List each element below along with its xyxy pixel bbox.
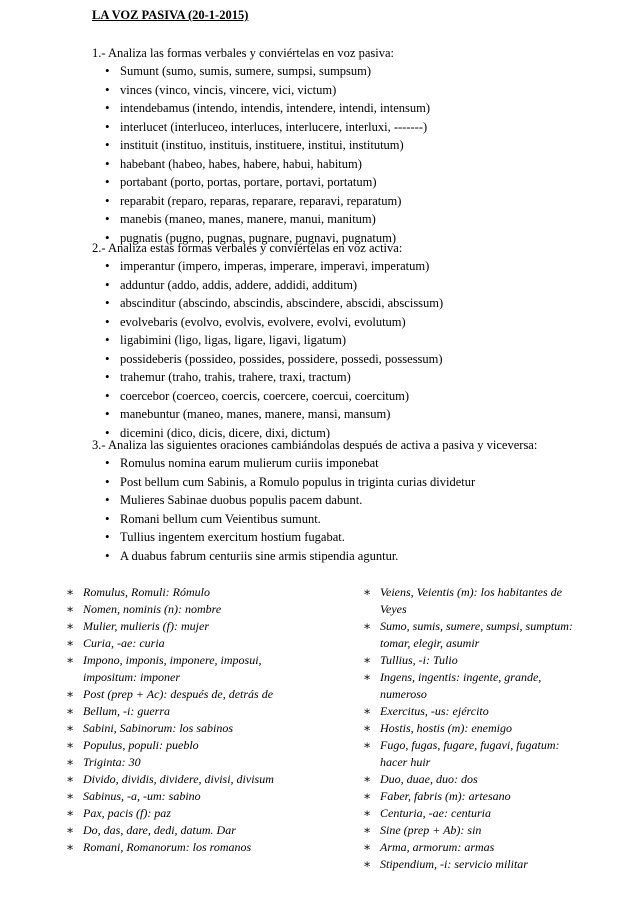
list-item: • Sumunt (sumo, sumis, sumere, sumpsi, sumpsum)	[92, 62, 430, 81]
vocab-entry: ∗ Tullius, -i: Tulio	[363, 652, 603, 669]
vocab-entry: ∗ Fugo, fugas, fugare, fugavi, fugatum:	[363, 737, 603, 754]
list-item: • Romulus nomina earum mulierum curiis imponebat	[92, 454, 537, 473]
vocab-entry: ∗ Exercitus, -us: ejército	[363, 703, 603, 720]
vocab-entry: ∗ Populus, populi: pueblo	[66, 737, 336, 754]
exercise-3-list	[92, 454, 537, 565]
vocab-entry: ∗ Sabini, Sabinorum: los sabinos	[66, 720, 336, 737]
vocab-entry: ∗ Ingens, ingentis: ingente, grande,	[363, 669, 603, 686]
vocab-entry: ∗ Arma, armorum: armas	[363, 839, 603, 856]
list-item: • habebant (habeo, habes, habere, habui, habitum)	[92, 155, 430, 174]
vocab-entry-continuation: impositum: imponer	[83, 670, 180, 684]
list-item: • ligabimini (ligo, ligas, ligare, ligavi, ligatum)	[92, 331, 443, 350]
vocab-entry: ∗ Curia, -ae: curia	[66, 635, 336, 652]
list-item: • Mulieres Sabinae duobus populis pacem dabunt.	[92, 491, 537, 510]
vocab-entry: ∗ Sumo, sumis, sumere, sumpsi, sumptum:	[363, 618, 603, 635]
exercise-1-list	[92, 62, 430, 247]
vocab-entry: ∗ Divido, dividis, dividere, divisi, divisum	[66, 771, 336, 788]
vocab-entry: ∗ Do, das, dare, dedi, datum. Dar	[66, 822, 336, 839]
list-item: • manebuntur (maneo, manes, manere, mansi, mansum)	[92, 405, 443, 424]
list-item: • intendebamus (intendo, intendis, intendere, intendi, intensum)	[92, 99, 430, 118]
vocab-entry: ∗ Nomen, nominis (n): nombre	[66, 601, 336, 618]
page-title: LA VOZ PASIVA (20-1-2015)	[92, 8, 249, 22]
vocab-entry: ∗ Bellum, -i: guerra	[66, 703, 336, 720]
vocab-entry: ∗ Romulus, Romuli: Rómulo	[66, 584, 336, 601]
list-item: • coercebor (coerceo, coercis, coercere, coercui, coercitum)	[92, 387, 443, 406]
exercise-1-heading: 1.- Analiza las formas verbales y conviértelas en voz pasiva:	[92, 46, 394, 60]
list-item: • manebis (maneo, manes, manere, manui, manitum)	[92, 210, 430, 229]
vocab-entry: ∗ Pax, pacis (f): paz	[66, 805, 336, 822]
vocab-entry: ∗ Duo, duae, duo: dos	[363, 771, 603, 788]
exercise-1	[92, 44, 430, 247]
vocabulary-right-column	[363, 584, 603, 873]
list-item: • adduntur (addo, addis, addere, addidi, additum)	[92, 276, 443, 295]
vocab-entry-continuation: hacer huir	[380, 755, 431, 769]
vocab-entry: ∗ Mulier, mulieris (f): mujer	[66, 618, 336, 635]
vocabulary-left-column	[66, 584, 336, 856]
list-item: • vinces (vinco, vincis, vincere, vici, victum)	[92, 81, 430, 100]
vocab-entry: ∗ Stipendium, -i: servicio militar	[363, 856, 603, 873]
vocab-entry: ∗ Centuria, -ae: centuria	[363, 805, 603, 822]
vocab-entry: ∗ Post (prep + Ac): después de, detrás de	[66, 686, 336, 703]
vocab-entry-continuation: Veyes	[380, 602, 407, 616]
list-item: • interlucet (interluceo, interluces, interlucere, interluxi, -------)	[92, 118, 430, 137]
list-item: • reparabit (reparo, reparas, reparare, reparavi, reparatum)	[92, 192, 430, 211]
list-item: • possideberis (possideo, possides, possidere, possedi, possessum)	[92, 350, 443, 369]
list-item: • abscinditur (abscindo, abscindis, abscindere, abscidi, abscissum)	[92, 294, 443, 313]
list-item: • pugnatis (pugno, pugnas, pugnare, pugnavi, pugnatum)	[92, 229, 430, 248]
list-item: • trahemur (traho, trahis, trahere, traxi, tractum)	[92, 368, 443, 387]
list-item: • portabant (porto, portas, portare, portavi, portatum)	[92, 173, 430, 192]
vocab-entry: ∗ Veiens, Veientis (m): los habitantes de	[363, 584, 603, 601]
list-item: • evolvebaris (evolvo, evolvis, evolvere, evolvi, evolutum)	[92, 313, 443, 332]
vocab-entry-continuation: numeroso	[380, 687, 427, 701]
exercise-3-heading: 3.- Analiza las siguientes oraciones cambiándolas después de activa a pasiva y viceversa:	[92, 438, 538, 452]
list-item: • A duabus fabrum centuriis sine armis stipendia aguntur.	[92, 547, 537, 566]
list-item: • Post bellum cum Sabinis, a Romulo populus in triginta curias dividetur	[92, 473, 537, 492]
vocab-entry: ∗ Impono, imponis, imponere, imposui,	[66, 652, 336, 669]
exercise-2-heading: 2.- Analiza estas formas verbales y conviértelas en voz activa:	[92, 241, 403, 255]
vocab-entry: ∗ Triginta: 30	[66, 754, 336, 771]
vocab-entry: ∗ Sabinus, -a, -um: sabino	[66, 788, 336, 805]
vocab-entry: ∗ Sine (prep + Ab): sin	[363, 822, 603, 839]
exercise-3	[92, 436, 537, 565]
list-item: • dicemini (dico, dicis, dicere, dixi, dictum)	[92, 424, 443, 443]
vocab-entry-continuation: tomar, elegir, asumir	[380, 636, 480, 650]
list-item: • instituit (instituo, instituis, instituere, institui, institutum)	[92, 136, 430, 155]
list-item: • Romani bellum cum Veientibus sumunt.	[92, 510, 537, 529]
vocab-entry: ∗ Romani, Romanorum: los romanos	[66, 839, 336, 856]
list-item: • Tullius ingentem exercitum hostium fugabat.	[92, 528, 537, 547]
vocab-entry: ∗ Hostis, hostis (m): enemigo	[363, 720, 603, 737]
list-item: • imperantur (impero, imperas, imperare, imperavi, imperatum)	[92, 257, 443, 276]
exercise-2-list	[92, 257, 443, 442]
exercise-2	[92, 239, 443, 442]
vocab-entry: ∗ Faber, fabris (m): artesano	[363, 788, 603, 805]
